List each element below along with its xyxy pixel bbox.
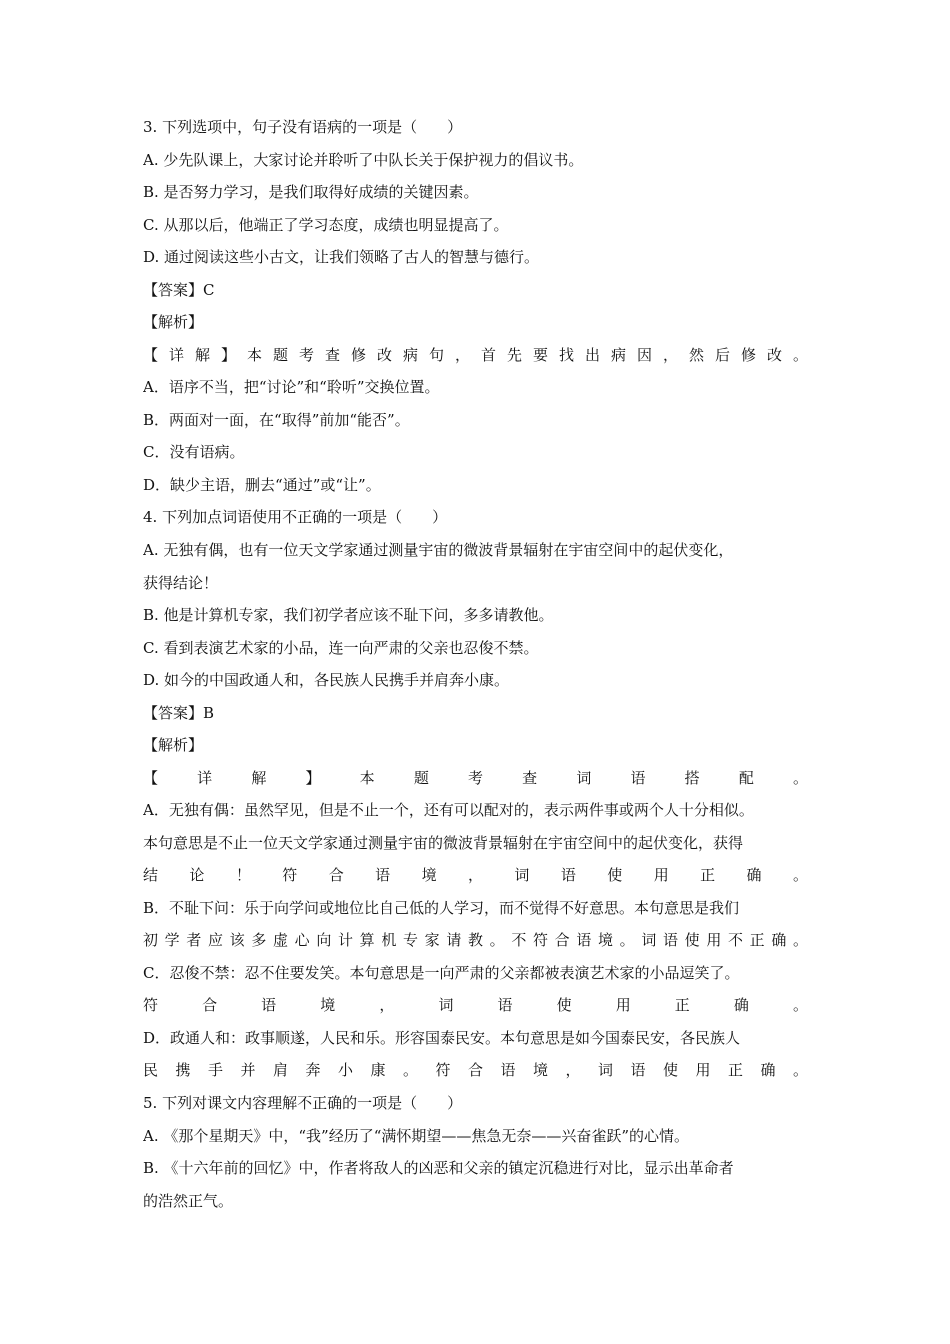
- question-4-option-d: D. 如今的中国政通人和，各民族人民携手并肩奔小康。: [143, 671, 510, 689]
- question-5-stem: 5. 下列对课文内容理解不正确的一项是（ ）: [143, 1094, 463, 1112]
- question-3-option-c: C. 从那以后，他端正了学习态度，成绩也明显提高了。: [143, 216, 509, 234]
- question-4-explanation-a-end: 结论！符合语境，词语使用正确。: [143, 866, 808, 884]
- question-4-option-a: A. 无独有偶，也有一位天文学家通过测量宇宙的微波背景辐射在宇宙空间中的起伏变化，: [143, 541, 734, 559]
- question-4-stem: 4. 下列加点词语使用不正确的一项是（ ）: [143, 508, 448, 526]
- question-5-option-b: B. 《十六年前的回忆》中，作者将敌人的凶恶和父亲的镇定沉稳进行对比，显示出革命者: [143, 1159, 734, 1177]
- question-4-explanation-c: C．忍俊不禁：忍不住要发笑。本句意思是一向严肃的父亲都被表演艺术家的小品逗笑了。: [143, 964, 740, 982]
- question-3-option-d: D. 通过阅读这些小古文，让我们领略了古人的智慧与德行。: [143, 248, 540, 266]
- question-4-explanation-d-cont: 民携手并肩奔小康。符合语境，词语使用正确。: [143, 1061, 808, 1079]
- question-4-explanation-d: D．政通人和：政事顺遂，人民和乐。形容国泰民安。本句意思是如今国泰民安，各民族人: [143, 1029, 741, 1047]
- question-4-explanation-a: A．无独有偶：虽然罕见，但是不止一个，还有可以配对的，表示两件事或两个人十分相似。: [143, 801, 754, 819]
- question-4-explanation-b-cont: 初学者应该多虚心向计算机专家请教。不符合语境。词语使用不正确。: [143, 931, 808, 949]
- question-4-analysis-heading: 【解析】: [143, 736, 204, 754]
- question-4-explanation: 【详解】本题考查词语搭配。: [143, 769, 808, 787]
- question-4-option-b: B. 他是计算机专家，我们初学者应该不耻下问，多多请教他。: [143, 606, 554, 624]
- question-4-option-a-cont: 获得结论！: [143, 574, 219, 592]
- question-4-explanation-a-cont: 本句意思是不止一位天文学家通过测量宇宙的微波背景辐射在宇宙空间中的起伏变化，获得: [143, 834, 744, 852]
- question-3-explanation-b: B．两面对一面，在“取得”前加“能否”。: [143, 411, 410, 429]
- question-4-explanation-b: B．不耻下问：乐于向学问或地位比自己低的人学习，而不觉得不好意思。本句意思是我们: [143, 899, 740, 917]
- question-3-answer: 【答案】C: [143, 281, 215, 299]
- question-3-explanation-c: C．没有语病。: [143, 443, 245, 461]
- question-5-option-a: A. 《那个星期天》中，“我”经历了“满怀期望——焦急无奈——兴奋雀跃”的心情。: [143, 1127, 690, 1145]
- question-3-explanation-d: D．缺少主语，删去“通过”或“让”。: [143, 476, 381, 494]
- question-3-explanation: 【详解】本题考查修改病句，首先要找出病因，然后修改。: [143, 346, 808, 364]
- question-3-analysis-heading: 【解析】: [143, 313, 204, 331]
- question-4-option-c: C. 看到表演艺术家的小品，连一向严肃的父亲也忍俊不禁。: [143, 639, 539, 657]
- question-3-explanation-a: A．语序不当，把“讨论”和“聆听”交换位置。: [143, 378, 440, 396]
- question-3-option-a: A. 少先队课上，大家讨论并聆听了中队长关于保护视力的倡议书。: [143, 151, 584, 169]
- question-4-explanation-c-cont: 符合语境，词语使用正确。: [143, 996, 808, 1014]
- question-4-answer: 【答案】B: [143, 704, 215, 722]
- question-3-option-b: B. 是否努力学习，是我们取得好成绩的关键因素。: [143, 183, 479, 201]
- question-5-option-b-cont: 的浩然正气。: [143, 1192, 234, 1210]
- question-3-stem: 3. 下列选项中，句子没有语病的一项是（ ）: [143, 118, 463, 136]
